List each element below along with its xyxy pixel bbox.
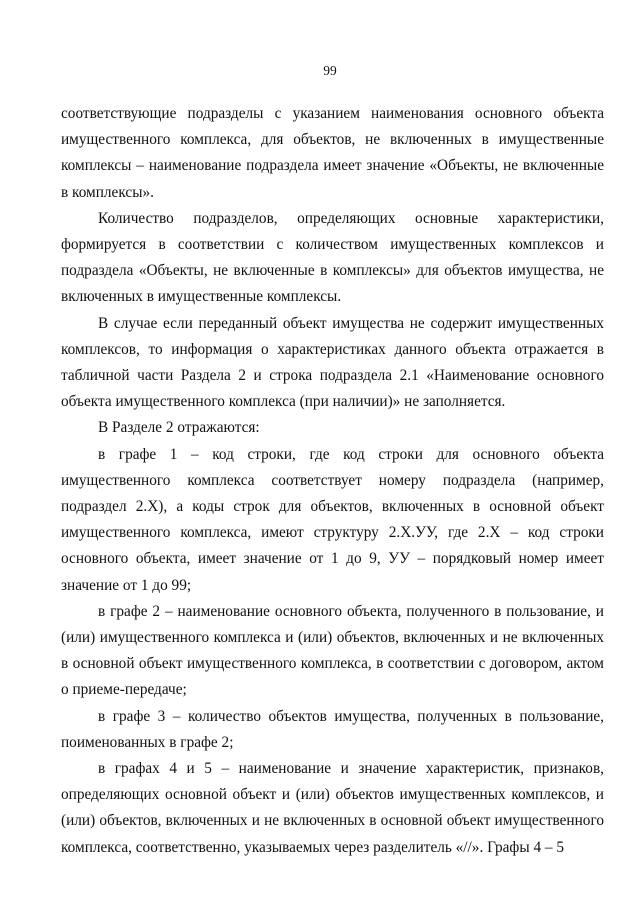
paragraph-no-complexes-case: В случае если переданный объект имущества не содержит имущественных комплексов, то информация о характеристиках данного объекта отражается в табличной части Раздела 2 и строка подраздела 2.1 «Наименование основного объекта имущественного комплекса (при наличии)» не заполняется. <box>61 314 604 411</box>
document-body <box>61 101 604 861</box>
paragraph-columns-4-5: в графах 4 и 5 – наименование и значение характеристик, признаков, определяющих основной объект и (или) объектов имущественных комплексов, и (или) объектов, включенных и не включенных в основной объект имущественного комплекса, соответственно, указываемых через разделитель «//». Графы 4 – 5 <box>61 760 604 856</box>
paragraph-column-2: в графе 2 – наименование основного объекта, полученного в пользование, и (или) имущественного комплекса и (или) объектов, включенных и не включенных в основной объект имущественного комплекса, в соответствии с договором, актом о приеме-передаче; <box>61 602 604 699</box>
paragraph-subsection-count: Количество подразделов, определяющих основные характеристики, формируется в соответствии с количеством имущественных комплексов и подраздела «Объекты, не включенные в комплексы» для объектов имущества, не включенных в имущественные комплексы. <box>61 209 604 306</box>
paragraph-continuation: соответствующие подразделы с указанием наименования основного объекта имущественного комплекса, для объектов, не включенных в имущественные комплексы – наименование подраздела имеет значение «Объекты, не включенные в комплексы». <box>61 105 604 201</box>
paragraph-column-3: в графе 3 – количество объектов имущества, полученных в пользование, поименованных в графе 2; <box>61 707 604 751</box>
page-number: 99 <box>323 63 337 78</box>
paragraph-section-2-intro: В Разделе 2 отражаются: <box>98 419 260 437</box>
paragraph-column-1: в графе 1 – код строки, где код строки для основного объекта имущественного комплекса соответствует номеру подраздела (например, подраздел 2.Х), а коды строк для объектов, включенных в основной объект имущественного комплекса, имеют структуру 2.Х.УУ, где 2.Х – код строки основного объекта, имеет значение от 1 до 9, УУ – порядковый номер имеет значение от 1 до 99; <box>61 445 604 594</box>
